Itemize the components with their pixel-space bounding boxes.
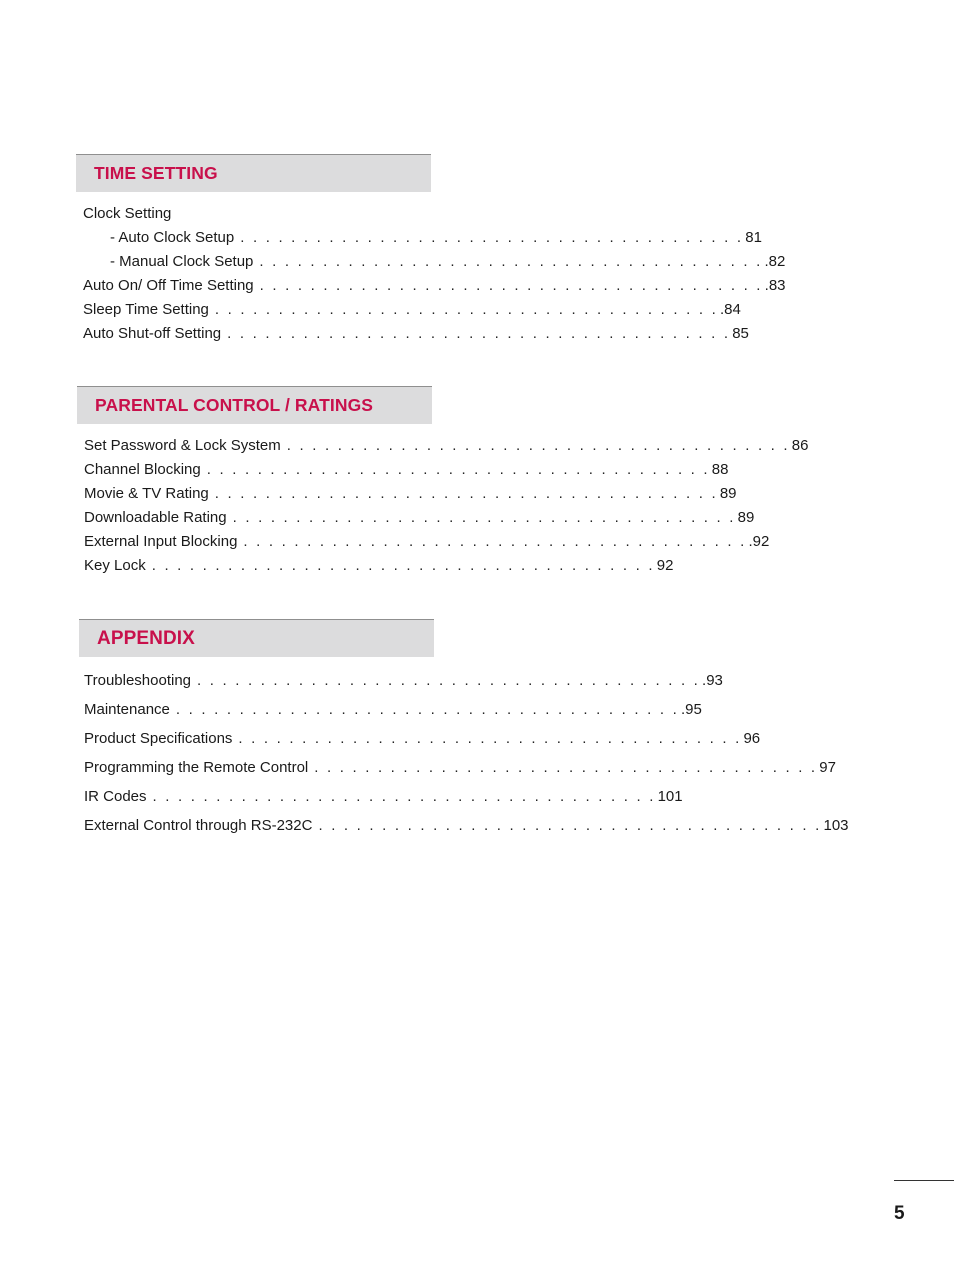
toc-entry[interactable] (83, 274, 786, 298)
toc-entries (77, 434, 809, 578)
toc-entry-page: .83 (764, 277, 786, 294)
toc-entry-label: Set Password & Lock System (84, 437, 281, 454)
toc-entry[interactable] (84, 753, 836, 782)
toc-entry[interactable] (83, 298, 741, 322)
toc-entry[interactable] (84, 724, 761, 753)
toc-entry-label: Auto On/ Off Time Setting (83, 277, 254, 294)
leader-dots: . . . . . . . . . . . . . . . . . . . . . . . . . . . . . . . . . . . . . . . . (152, 788, 656, 805)
toc-entry-label: Maintenance (84, 701, 170, 718)
toc-entries (76, 202, 786, 346)
toc-entry[interactable] (84, 506, 755, 530)
section-title: PARENTAL CONTROL / RATINGS (95, 395, 374, 415)
section-header (76, 154, 431, 192)
toc-entry[interactable] (84, 811, 849, 840)
leader-dots: . . . . . . . . . . . . . . . . . . . . . . . . . . . . . . . . . . . . . . . . (314, 759, 818, 776)
toc-entry-label: Troubleshooting (84, 672, 192, 689)
toc-entry-label: Programming the Remote Control (84, 759, 309, 776)
toc-entry-page: .82 (764, 253, 786, 270)
toc-entry-page: .95 (680, 701, 702, 718)
leader-dots: . . . . . . . . . . . . . . . . . . . . . . . . . . . . . . . . . . . . . . . . (238, 730, 742, 747)
toc-entry-label: Key Lock (84, 557, 146, 574)
toc-section-time-setting (76, 154, 786, 346)
section-title: APPENDIX (97, 627, 195, 649)
leader-dots: . . . . . . . . . . . . . . . . . . . . . . . . . . . . . . . . . . . . . . . . (259, 277, 763, 294)
toc-entry-label: - Manual Clock Setup (110, 253, 254, 270)
toc-entry-page: 81 (745, 229, 762, 246)
leader-dots: . . . . . . . . . . . . . . . . . . . . . . . . . . . . . . . . . . . . . . . . (151, 557, 655, 574)
toc-entry-page: 101 (657, 788, 683, 805)
toc-entry-label: Product Specifications (84, 730, 233, 747)
leader-dots: . . . . . . . . . . . . . . . . . . . . . . . . . . . . . . . . . . . . . . . . (197, 672, 701, 689)
toc-entry[interactable] (83, 250, 786, 274)
leader-dots: . . . . . . . . . . . . . . . . . . . . . . . . . . . . . . . . . . . . . . . . (286, 437, 790, 454)
toc-entry-page: 89 (719, 485, 737, 502)
leader-dots: . . . . . . . . . . . . . . . . . . . . . . . . . . . . . . . . . . . . . . . . (318, 817, 822, 834)
leader-dots: . . . . . . . . . . . . . . . . . . . . . . . . . . . . . . . . . . . . . . . . (259, 253, 763, 270)
toc-entry[interactable] (83, 226, 762, 250)
leader-dots: . . . . . . . . . . . . . . . . . . . . . . . . . . . . . . . . . . . . . . . . (240, 229, 744, 246)
toc-entry-label: Sleep Time Setting (83, 301, 209, 318)
footer-divider (894, 1180, 954, 1181)
toc-entry-label: Movie & TV Rating (84, 485, 209, 502)
toc-section-parental-control (77, 386, 809, 578)
toc-entry[interactable] (84, 695, 702, 724)
toc-entry[interactable] (83, 322, 749, 346)
toc-entry-page: 97 (819, 759, 836, 776)
toc-entry-label: Auto Shut-off Setting (83, 325, 222, 342)
toc-entry-label: External Input Blocking (84, 533, 238, 550)
leader-dots: . . . . . . . . . . . . . . . . . . . . . . . . . . . . . . . . . . . . . . . . (214, 485, 718, 502)
toc-entry-label: Downloadable Rating (84, 509, 227, 526)
leader-dots: . . . . . . . . . . . . . . . . . . . . . . . . . . . . . . . . . . . . . . . . (243, 533, 747, 550)
leader-dots: . . . . . . . . . . . . . . . . . . . . . . . . . . . . . . . . . . . . . . . . (227, 325, 731, 342)
toc-entry[interactable] (84, 434, 809, 458)
toc-entry[interactable] (84, 554, 674, 578)
toc-entries (79, 666, 849, 840)
leader-dots: . . . . . . . . . . . . . . . . . . . . . . . . . . . . . . . . . . . . . . . . (232, 509, 736, 526)
toc-entry-label: Clock Setting (83, 205, 172, 222)
toc-entry-label: Channel Blocking (84, 461, 201, 478)
toc-entry-page: 89 (737, 509, 755, 526)
leader-dots: . . . . . . . . . . . . . . . . . . . . . . . . . . . . . . . . . . . . . . . . (214, 301, 718, 318)
toc-entry-page: 86 (791, 437, 809, 454)
toc-entry-page: 85 (732, 325, 749, 342)
toc-entry-page: 96 (743, 730, 761, 747)
toc-entry-label: External Control through RS-232C (84, 817, 313, 834)
toc-entry[interactable] (83, 202, 431, 226)
toc-entry[interactable] (84, 530, 770, 554)
toc-entry[interactable] (84, 782, 683, 811)
toc-entry-label: IR Codes (84, 788, 147, 805)
page-number: 5 (894, 1203, 905, 1224)
toc-entry-label: - Auto Clock Setup (110, 229, 235, 246)
section-title: TIME SETTING (94, 163, 218, 183)
toc-entry[interactable] (84, 482, 737, 506)
section-header (77, 386, 432, 424)
leader-dots: . . . . . . . . . . . . . . . . . . . . . . . . . . . . . . . . . . . . . . . . (175, 701, 679, 718)
toc-entry-page: 88 (711, 461, 729, 478)
toc-entry-page: .93 (702, 672, 723, 689)
toc-entry-page: .92 (748, 533, 770, 550)
toc-entry[interactable] (84, 666, 723, 695)
toc-entry[interactable] (84, 458, 729, 482)
section-header (79, 619, 434, 657)
toc-entry-page: .84 (719, 301, 741, 318)
toc-entry-page: 92 (656, 557, 674, 574)
leader-dots: . . . . . . . . . . . . . . . . . . . . . . . . . . . . . . . . . . . . . . . . (206, 461, 710, 478)
toc-entry-page: 103 (823, 817, 849, 834)
toc-section-appendix (79, 619, 849, 840)
